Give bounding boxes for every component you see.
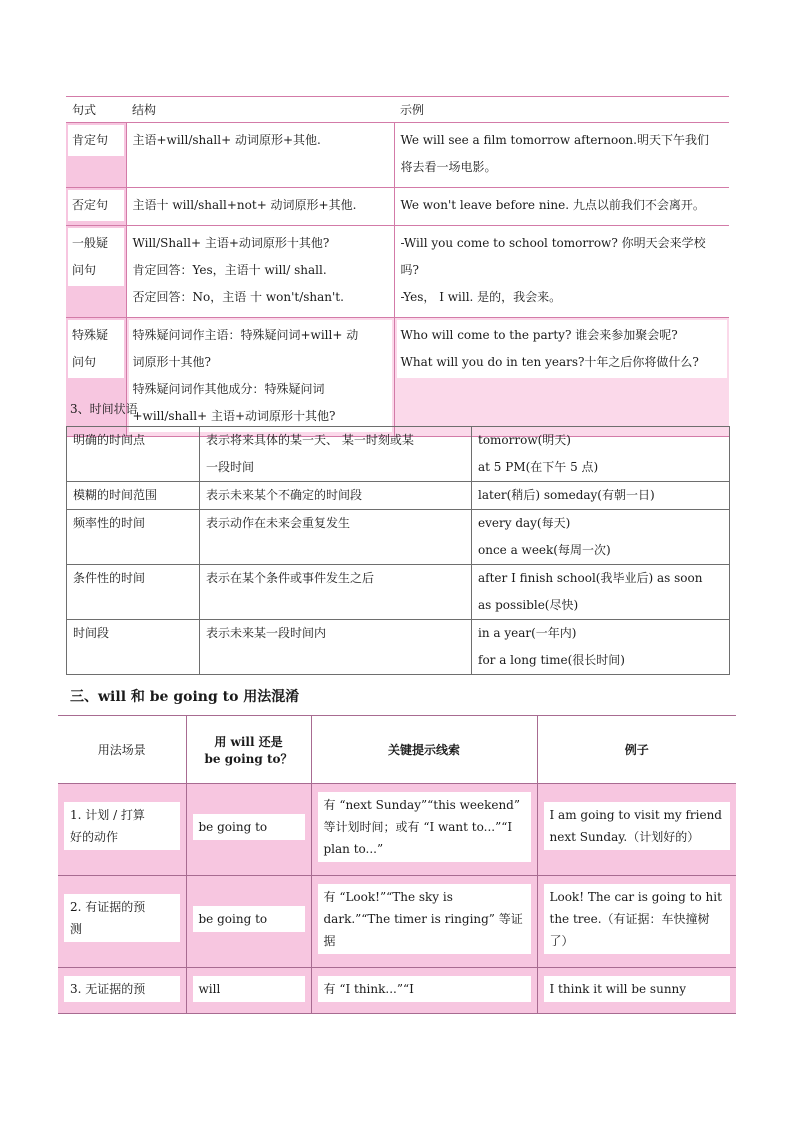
pattern-example: -Will you come to school tomorrow? 你明天会来学校 吗? -Yes， I will. 是的，我会来。: [397, 228, 728, 313]
usage-clue: 有 “I think...”“I: [318, 976, 531, 1002]
usage-choice: be going to: [193, 906, 305, 932]
adverbial-type: 明确的时间点: [67, 427, 200, 482]
header-cell: 例子: [537, 716, 736, 784]
table-row: [58, 968, 736, 1014]
pattern-structure: 主语+will/shall+ 动词原形+其他.: [129, 125, 392, 180]
adverbial-example: in a year(一年内) for a long time(很长时间): [472, 620, 730, 675]
adverbial-example: tomorrow(明天) at 5 PM(在下午 5 点): [472, 427, 730, 482]
pattern-type: 肯定句: [68, 125, 124, 156]
adverbial-meaning: 表示在某个条件或事件发生之后: [200, 565, 472, 620]
table-row: [66, 188, 729, 226]
usage-scene: 3. 无证据的预: [64, 976, 180, 1002]
usage-example: I am going to visit my friend next Sunday.（计划好的）: [544, 802, 731, 850]
table-row: [67, 620, 730, 675]
usage-clue: 有 “next Sunday”“this weekend” 等计划时间；或有 “I want to...”“I plan to...”: [318, 792, 531, 862]
pattern-structure: 特殊疑问词作主语：特殊疑问词+will+ 动 词原形十其他? 特殊疑问词作其他成分：特殊疑问词 +will/shall+ 主语+动词原形十其他?: [129, 320, 392, 432]
usage-scene: 1. 计划 / 打算 好的动作: [64, 802, 180, 850]
adverbial-example: every day(每天) once a week(每周一次): [472, 510, 730, 565]
header-cell: 结构: [126, 97, 394, 123]
adverbial-example: after I finish school(我毕业后) as soon as possible(尽快): [472, 565, 730, 620]
usage-example: I think it will be sunny: [544, 976, 731, 1002]
table-row: [67, 510, 730, 565]
will-vs-going-to-table: [58, 715, 736, 1014]
pattern-structure: Will/Shall+ 主语+动词原形十其他? 肯定回答：Yes，主语十 will/ shall. 否定回答：No，主语 十 won't/shan't.: [129, 228, 392, 313]
header-cell: 示例: [394, 97, 729, 123]
header-cell: 用 will 还是 be going to？: [186, 716, 311, 784]
table-row: [58, 784, 736, 876]
pattern-type: 否定句: [68, 190, 124, 221]
pattern-example: We won't leave before nine. 九点以前我们不会离开。: [397, 190, 728, 221]
header-cell: 关键提示线索: [311, 716, 537, 784]
sentence-pattern-table: [66, 96, 729, 437]
table-row: [66, 318, 729, 437]
adverbial-meaning: 表示动作在未来会重复发生: [200, 510, 472, 565]
table-row: [66, 226, 729, 318]
table-header-row: [58, 716, 736, 784]
table-row: [58, 876, 736, 968]
usage-clue: 有 “Look!”“The sky is dark.”“The timer is ringing” 等证 据: [318, 884, 531, 954]
pattern-type: 特殊疑 问句: [68, 320, 124, 378]
adverbial-type: 频率性的时间: [67, 510, 200, 565]
header-cell: 用法场景: [58, 716, 186, 784]
table-row: [67, 427, 730, 482]
header-cell: 句式: [66, 97, 126, 123]
table-row: [67, 482, 730, 510]
table-row: [66, 123, 729, 188]
pattern-type: 一般疑 问句: [68, 228, 124, 286]
pattern-example: Who will come to the party? 谁会来参加聚会呢? What will you do in ten years?十年之后你将做什么?: [397, 320, 728, 378]
adverbial-type: 模糊的时间范围: [67, 482, 200, 510]
usage-choice: be going to: [193, 814, 305, 840]
time-adverbial-table: [66, 426, 730, 675]
adverbial-meaning: 表示将来具体的某一天、 某一时刻或某 一段时间: [200, 427, 472, 482]
table-row: [67, 565, 730, 620]
section-heading: 三、will 和 be going to 用法混淆: [70, 689, 300, 705]
adverbial-meaning: 表示未来某个不确定的时间段: [200, 482, 472, 510]
adverbial-meaning: 表示未来某一段时间内: [200, 620, 472, 675]
usage-example: Look! The car is going to hit the tree.（有证据：车快撞树 了）: [544, 884, 731, 954]
usage-choice: will: [193, 976, 305, 1002]
adverbial-type: 时间段: [67, 620, 200, 675]
table-header-row: [66, 97, 729, 123]
adverbial-type: 条件性的时间: [67, 565, 200, 620]
pattern-structure: 主语十 will/shall+not+ 动词原形+其他.: [129, 190, 392, 221]
section-heading: 3、时间状语: [70, 402, 138, 416]
adverbial-example: later(稍后) someday(有朝一日): [472, 482, 730, 510]
pattern-example: We will see a film tomorrow afternoon.明天下午我们 将去看一场电影。: [397, 125, 728, 183]
usage-scene: 2. 有证据的预 测: [64, 894, 180, 942]
